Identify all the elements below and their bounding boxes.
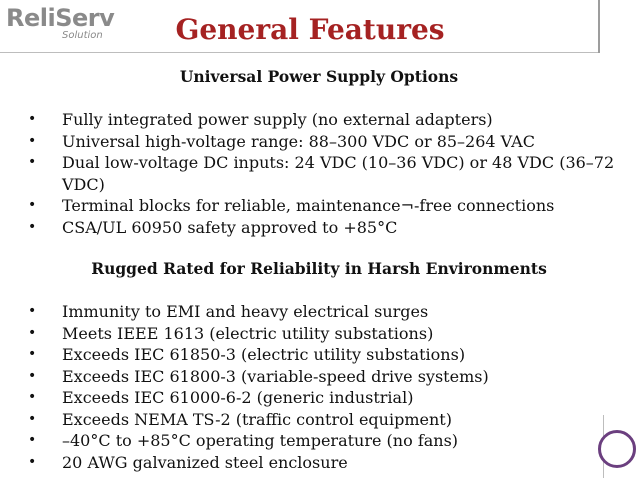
bullet-item (28, 430, 618, 452)
logo-brand-text: ReliServ (6, 4, 115, 32)
bullet-list-rugged (28, 301, 618, 473)
bullet-item (28, 217, 618, 239)
bullet-item (28, 109, 618, 131)
bullet-item (28, 387, 618, 409)
bullet-item (28, 152, 618, 195)
bullet-dot-icon: • (28, 367, 37, 384)
bullet-text: Immunity to EMI and heavy electrical surges (62, 302, 429, 321)
bullet-dot-icon: • (28, 197, 37, 213)
bullet-text: CSA/UL 60950 safety approved to +85°C (62, 217, 398, 237)
bullet-dot-icon: • (28, 389, 37, 405)
bullet-item (28, 366, 618, 388)
bullet-dot-icon: • (28, 324, 37, 341)
bullet-dot-icon: • (28, 218, 37, 235)
bullet-dot-icon: • (28, 346, 37, 362)
bullet-dot-icon: • (28, 111, 37, 127)
bullet-dot-icon: • (28, 432, 37, 448)
bullet-item (28, 344, 618, 366)
bullet-item (28, 409, 618, 431)
bullet-text: –40°C to +85°C operating temperature (no fans) (62, 431, 459, 450)
bullet-text: Universal high-voltage range: 88–300 VDC or 85–264 VAC (62, 131, 535, 151)
bullet-item (28, 131, 618, 153)
slide-title: General Features (175, 13, 445, 46)
bullet-item (28, 195, 618, 217)
bullet-item (28, 452, 618, 474)
bullet-dot-icon: • (28, 132, 37, 149)
bullet-text: Exceeds IEC 61000-6-2 (generic industrial) (62, 388, 414, 407)
bullet-text: Exceeds IEC 61800-3 (variable-speed drive systems) (62, 366, 489, 386)
bullet-dot-icon: • (28, 154, 37, 170)
section-heading-power-supply: Universal Power Supply Options (179, 67, 459, 86)
bullet-list-power-supply (28, 109, 618, 238)
bullet-text: 20 AWG galvanized steel enclosure (62, 452, 348, 472)
bullet-text: Exceeds NEMA TS-2 (traffic control equipment) (62, 409, 452, 429)
bullet-item (28, 323, 618, 345)
bullet-dot-icon: • (28, 453, 37, 470)
bullet-text: Fully integrated power supply (no external adapters) (62, 110, 493, 129)
bullet-text: Meets IEEE 1613 (electric utility substations) (62, 323, 434, 343)
bullet-text: Terminal blocks for reliable, maintenance¬-free connections (62, 196, 555, 215)
bullet-dot-icon: • (28, 410, 37, 427)
bullet-text: Exceeds IEC 61850-3 (electric utility substations) (62, 345, 466, 364)
section-heading-rugged: Rugged Rated for Reliability in Harsh Environments (91, 259, 547, 278)
header-divider (0, 52, 598, 53)
bullet-item (28, 301, 618, 323)
logo-sub-text: Solution (62, 30, 103, 41)
page-number-circle (598, 430, 636, 468)
company-logo (6, 4, 116, 46)
bullet-dot-icon: • (28, 303, 37, 319)
bullet-text: Dual low-voltage DC inputs: 24 VDC (10–36 VDC) or 48 VDC (36–72 VDC) (62, 153, 615, 194)
header-vertical-divider (598, 0, 600, 53)
